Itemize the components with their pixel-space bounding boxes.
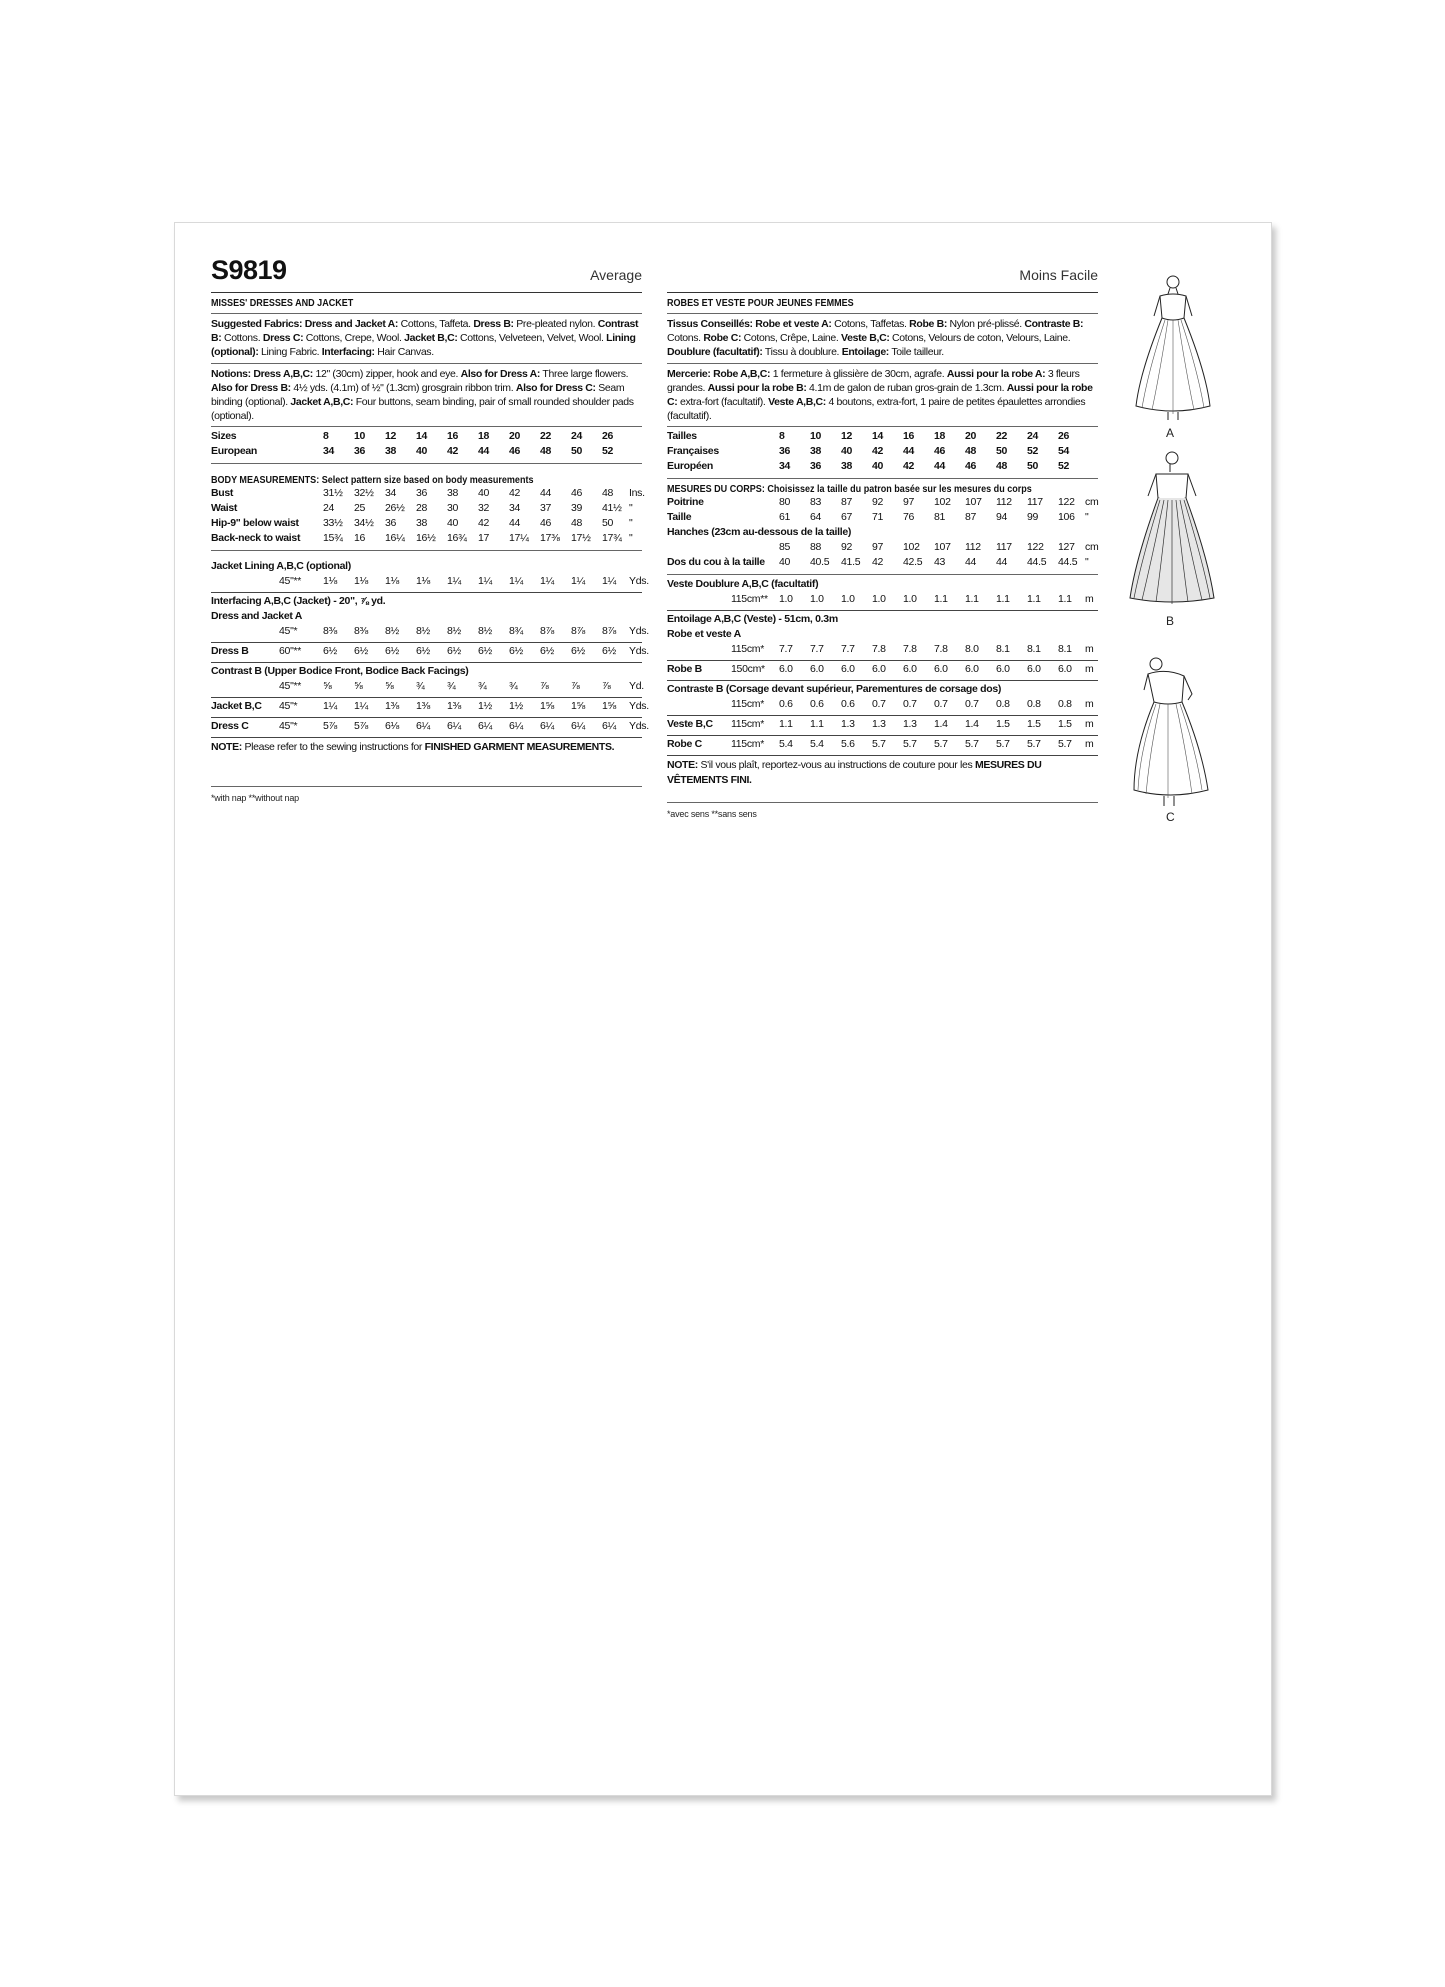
body-measurement-row-fr: 85 88 92 97 102 107 112 117 122 127 cm <box>779 541 1099 554</box>
body-measurement-row: Bust 31½ 32½ 34 36 38 40 42 44 46 48 Ins. <box>211 487 645 500</box>
yardage-row: 45"** ⅝ ⅝ ⅝ ¾ ¾ ¾ ¾ ⅞ ⅞ ⅞ Yd. <box>279 680 644 693</box>
yardage-row: Jacket B,C 45"* 1¼ 1¼ 1⅜ 1⅜ 1⅜ 1½ 1½ 1⅝ 1⅝ 1⅝ Yds. <box>211 700 649 713</box>
yardage-row: 45"** 1⅛ 1⅛ 1⅛ 1⅛ 1¼ 1¼ 1¼ 1¼ 1¼ 1¼ Yds. <box>279 575 649 588</box>
yardage-heading: Robe et veste A <box>667 628 741 641</box>
sizes-table-fr <box>667 430 1098 475</box>
notions-fr: Mercerie: Robe A,B,C: 1 fermeture à glissière de 30cm, agrafe. Aussi pour la robe A: 3 fleurs grandes. Aussi pour la robe B: 4.1m de galon de ruban gros-grain de 1.3cm. Aussi pour la robe C: extra-fort (facultatif). Veste A,B,C: 4 boutons, extra-fort, 1 paire de petites épaulettes arrondies (facultatif). <box>667 367 1093 423</box>
section-title-fr: ROBES ET VESTE POUR JEUNES FEMMES <box>667 297 854 309</box>
view-b-illustration <box>1128 448 1216 608</box>
yardage-row: Dress C 45"* 5⅞ 5⅞ 6⅛ 6¼ 6¼ 6¼ 6¼ 6¼ 6¼ 6¼ Yds. <box>211 720 649 733</box>
view-b-label: B <box>1166 614 1175 628</box>
yardage-heading: Contrast B (Upper Bodice Front, Bodice Back Facings) <box>211 665 469 678</box>
body-measurement-row: Back-neck to waist 15¾ 16 16¼ 16½ 16¾ 17 17¼ 17⅜ 17½ 17¾ " <box>211 532 633 545</box>
body-measurements-table <box>211 487 645 547</box>
body-measurement-row-fr: Taille 61 64 67 71 76 81 87 94 99 106 " <box>667 511 1089 524</box>
sizes-table <box>211 430 642 460</box>
body-measurement-row: Waist 24 25 26½ 28 30 32 34 37 39 41½ " <box>211 502 633 515</box>
body-measurements-title-fr: MESURES DU CORPS: Choisissez la taille du patron basée sur les mesures du corps <box>667 483 1032 496</box>
suggested-fabrics-fr: Tissus Conseillés: Robe et veste A: Cotons, Taffetas. Robe B: Nylon pré-plissé. Contraste B: Cotons. Robe C: Cotons, Crêpe, Laine. Veste B,C: Cotons, Velours de coton, Velours, Laine. Doublure (facultatif): Tissu à doublure. Entoilage: Toile tailleur. <box>667 318 1084 359</box>
sizes-row-fr: Tailles 8 10 12 14 16 18 20 22 24 26 <box>667 430 1070 443</box>
difficulty-level-fr: Moins Facile <box>1019 267 1098 283</box>
yardage-row-fr: Veste B,C 115cm* 1.1 1.1 1.3 1.3 1.3 1.4 1.4 1.5 1.5 1.5 m <box>667 718 1094 731</box>
yardage-heading: Jacket Lining A,B,C (optional) <box>211 560 351 573</box>
yardage-heading: Interfacing A,B,C (Jacket) - 20", ⅞ yd. <box>211 595 386 608</box>
body-measurements-table-fr <box>667 496 1098 571</box>
nap-footnote-fr: *avec sens **sans sens <box>667 808 757 819</box>
european-sizes-row: European 34 36 38 40 42 44 46 48 50 52 <box>211 445 614 458</box>
body-measurement-row: Hip-9" below waist 33½ 34½ 36 38 40 42 44 46 48 50 " <box>211 517 633 530</box>
yardage-table <box>211 560 649 738</box>
yardage-row: Dress B 60"** 6½ 6½ 6½ 6½ 6½ 6½ 6½ 6½ 6½ 6½ Yds. <box>211 645 649 658</box>
european-sizes-row-fr: Européen 34 36 38 40 42 44 46 48 50 52 <box>667 460 1070 473</box>
finished-measurements-note: NOTE: Please refer to the sewing instructions for FINISHED GARMENT MEASUREMENTS. <box>211 741 615 754</box>
view-a-label: A <box>1166 426 1175 440</box>
yardage-row-fr: 115cm** 1.0 1.0 1.0 1.0 1.0 1.1 1.1 1.1 1.1 1.1 m <box>731 593 1094 606</box>
suggested-fabrics: Suggested Fabrics: Dress and Jacket A: Cottons, Taffeta. Dress B: Pre-pleated nylon. Contrast B: Cottons. Dress C: Cottons, Crepe, Wool. Jacket B,C: Cottons, Velveteen, Velvet, Wool. Lining (optional): Lining Fabric. Interfacing: Hair Canvas. <box>211 318 639 359</box>
view-c-illustration <box>1130 650 1214 810</box>
french-column <box>667 261 1098 819</box>
pattern-number: S9819 <box>211 255 287 285</box>
yardage-heading: Entoilage A,B,C (Veste) - 51cm, 0.3m <box>667 613 838 626</box>
notions: Notions: Dress A,B,C: 12" (30cm) zipper, hook and eye. Also for Dress A: Three large flowers. Also for Dress B: 4½ yds. (4.1m) of ½" (1.3cm) grosgrain ribbon trim. Also for Dress C: Seam binding (optional). Jacket A,B,C: Four buttons, seam binding, pair of small rounded shoulder pads (optional). <box>211 367 634 423</box>
french-sizes-row: Françaises 36 38 40 42 44 46 48 50 52 54 <box>667 445 1070 458</box>
pattern-envelope-back <box>174 222 1272 1796</box>
body-measurement-row-fr: Poitrine 80 83 87 92 97 102 107 112 117 122 cm <box>667 496 1099 509</box>
yardage-row: 45"* 8⅜ 8⅜ 8½ 8½ 8½ 8½ 8¾ 8⅞ 8⅞ 8⅞ Yds. <box>279 625 649 638</box>
nap-footnote: *with nap **without nap <box>211 792 299 803</box>
yardage-row-fr: Robe B 150cm* 6.0 6.0 6.0 6.0 6.0 6.0 6.0 6.0 6.0 6.0 m <box>667 663 1094 676</box>
body-measurement-row-fr: Hanches (23cm au-dessous de la taille) <box>667 526 852 539</box>
finished-measurements-note-fr: NOTE: S'il vous plaît, reportez-vous au instructions de couture pour les MESURES DU VÊTEMENTS FINI. <box>667 759 1042 786</box>
body-measurements-title: BODY MEASUREMENTS: Select pattern size based on body measurements <box>211 474 534 487</box>
yardage-table-fr <box>667 578 1098 756</box>
yardage-row-fr: 115cm* 0.6 0.6 0.6 0.7 0.7 0.7 0.7 0.8 0.8 0.8 m <box>731 698 1094 711</box>
difficulty-level: Average <box>590 267 642 283</box>
yardage-heading: Dress and Jacket A <box>211 610 303 623</box>
yardage-row-fr: 115cm* 7.7 7.7 7.7 7.8 7.8 7.8 8.0 8.1 8.1 8.1 m <box>731 643 1094 656</box>
yardage-heading: Contraste B (Corsage devant supérieur, Parementures de corsage dos) <box>667 683 1002 696</box>
section-title: MISSES' DRESSES AND JACKET <box>211 297 354 309</box>
body-measurement-row-fr: Dos du cou à la taille 40 40.5 41.5 42 42.5 43 44 44 44.5 44.5 " <box>667 556 1089 569</box>
yardage-row-fr: Robe C 115cm* 5.4 5.4 5.6 5.7 5.7 5.7 5.7 5.7 5.7 5.7 m <box>667 738 1094 751</box>
english-column <box>211 255 649 803</box>
sizes-row: Sizes 8 10 12 14 16 18 20 22 24 26 <box>211 430 614 443</box>
yardage-heading: Veste Doublure A,B,C (facultatif) <box>667 578 819 591</box>
view-a-illustration <box>1130 272 1214 422</box>
view-c-label: C <box>1166 810 1175 824</box>
